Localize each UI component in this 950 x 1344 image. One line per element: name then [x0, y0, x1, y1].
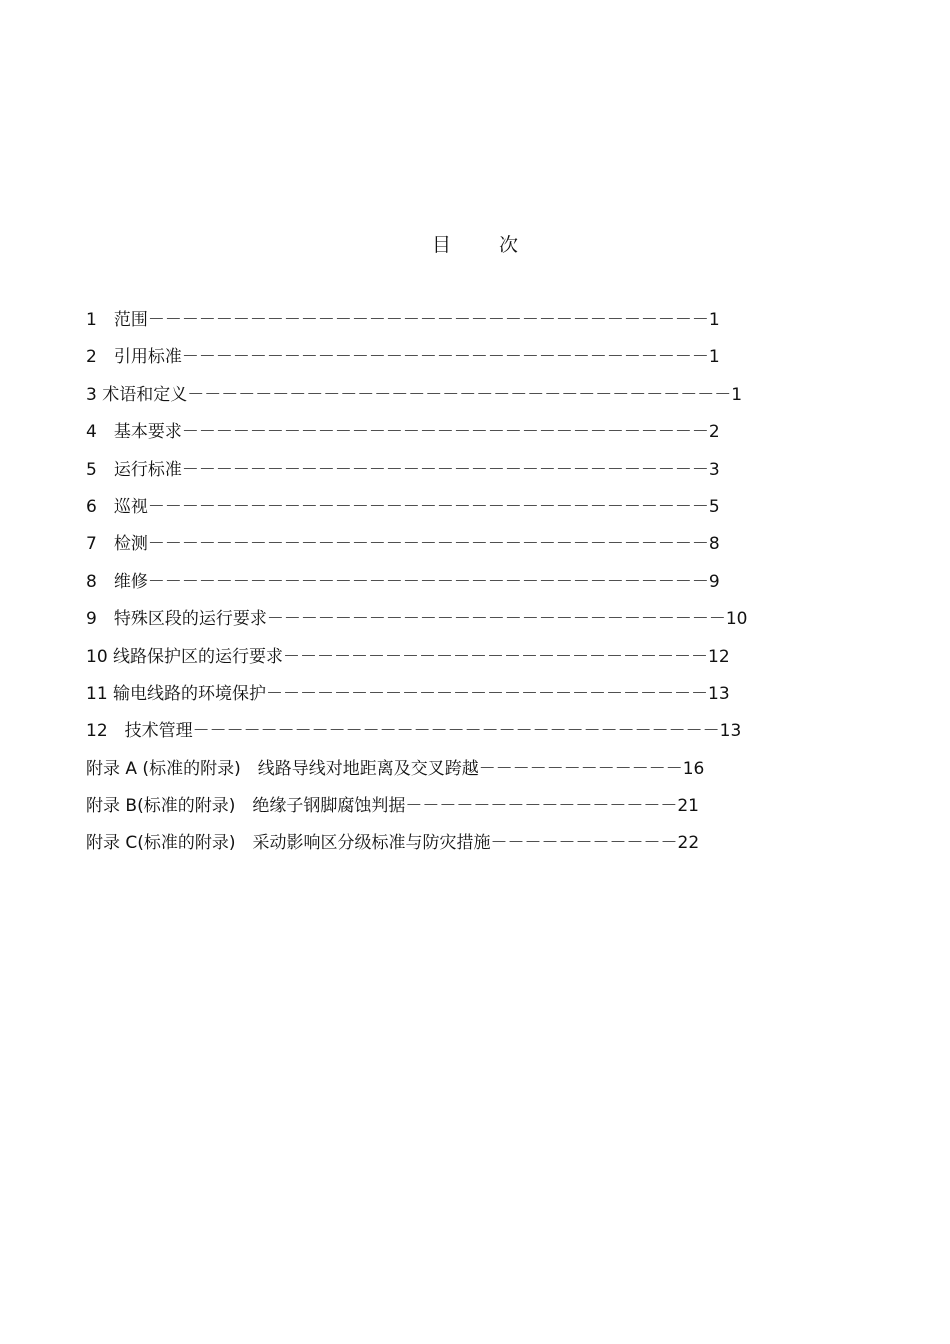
toc-entry-label: 附录 C(标准的附录) 采动影响区分级标准与防灾措施 — [86, 833, 491, 854]
toc-entry-page: 5 — [708, 496, 720, 517]
toc-entry-6[interactable] — [86, 493, 766, 530]
toc-list — [86, 306, 766, 867]
toc-entry-2[interactable] — [86, 343, 766, 380]
toc-entry-page: 1 — [731, 384, 743, 405]
toc-title-char-1: 目 — [431, 234, 451, 256]
toc-entry-4[interactable] — [86, 418, 766, 455]
toc-entry-leader: －－－－－－－－－－－－－－－－ — [405, 796, 678, 817]
toc-entry-leader: －－－－－－－－－－－－－－－－－－－－－－－－－－－－－－－－－ — [147, 571, 709, 592]
toc-entry-label: 附录 B(标准的附录) 绝缘子钢脚腐蚀判据 — [86, 796, 406, 817]
toc-entry-leader: －－－－－－－－－－－－－－－－－－－－－－－－－ — [283, 646, 709, 667]
toc-entry-leader: －－－－－－－－－－－－ — [478, 758, 683, 779]
toc-entry-label: 2 引用标准 — [86, 347, 182, 368]
toc-entry-leader: －－－－－－－－－－－－－－－－－－－－－－－－－－－－－－－－－ — [147, 496, 709, 517]
toc-entry-appendix-b[interactable] — [86, 792, 766, 829]
toc-entry-label: 12 技术管理 — [86, 721, 193, 742]
toc-entry-leader: －－－－－－－－－－－－－－－－－－－－－－－－－－－－－－－ — [181, 459, 709, 480]
toc-entry-leader: －－－－－－－－－－－－－－－－－－－－－－－－－－－－－－－－ — [187, 384, 732, 405]
toc-entry-leader: －－－－－－－－－－－ — [490, 833, 678, 854]
toc-entry-label: 6 巡视 — [86, 496, 148, 517]
toc-entry-10[interactable] — [86, 643, 766, 680]
toc-title — [0, 230, 950, 257]
toc-entry-label: 3 术语和定义 — [86, 384, 188, 405]
toc-entry-page: 21 — [677, 796, 699, 817]
toc-entry-label: 10 线路保护区的运行要求 — [86, 646, 284, 667]
toc-entry-5[interactable] — [86, 456, 766, 493]
toc-entry-appendix-c[interactable] — [86, 829, 766, 866]
toc-entry-page: 3 — [708, 459, 720, 480]
toc-entry-page: 22 — [677, 833, 700, 854]
toc-entry-page: 2 — [708, 422, 720, 443]
toc-entry-label: 附录 A (标准的附录) 线路导线对地距离及交叉跨越 — [86, 758, 479, 779]
toc-entry-page: 13 — [719, 721, 742, 742]
toc-entry-page: 1 — [708, 310, 720, 330]
toc-entry-appendix-a[interactable] — [86, 755, 766, 792]
toc-entry-leader: －－－－－－－－－－－－－－－－－－－－－－－－－－－－－－－ — [181, 422, 709, 443]
toc-entry-page: 8 — [708, 534, 720, 555]
toc-entry-12[interactable] — [86, 717, 766, 754]
toc-entry-leader: －－－－－－－－－－－－－－－－－－－－－－－－－－ — [266, 683, 709, 704]
toc-entry-label: 1 范围 — [86, 310, 148, 330]
toc-entry-3[interactable] — [86, 381, 766, 418]
toc-entry-label: 9 特殊区段的运行要求 — [86, 609, 267, 630]
toc-entry-leader: －－－－－－－－－－－－－－－－－－－－－－－－－－－－－－－－－ — [147, 310, 709, 330]
toc-entry-11[interactable] — [86, 680, 766, 717]
toc-entry-label: 8 维修 — [86, 571, 148, 592]
toc-entry-label: 11 输电线路的环境保护 — [86, 683, 267, 704]
toc-entry-page: 10 — [725, 609, 748, 630]
toc-entry-1[interactable] — [86, 306, 766, 343]
toc-entry-7[interactable] — [86, 530, 766, 567]
toc-entry-label: 5 运行标准 — [86, 459, 182, 480]
toc-entry-page: 12 — [708, 646, 730, 667]
toc-entry-9[interactable] — [86, 605, 766, 642]
toc-entry-leader: －－－－－－－－－－－－－－－－－－－－－－－－－－－－－－－ — [181, 347, 709, 368]
toc-entry-page: 9 — [708, 571, 720, 592]
toc-entry-page: 13 — [708, 683, 730, 704]
toc-entry-label: 4 基本要求 — [86, 422, 182, 443]
toc-entry-page: 16 — [682, 758, 705, 779]
toc-entry-leader: －－－－－－－－－－－－－－－－－－－－－－－－－－－ — [266, 609, 726, 630]
toc-entry-leader: －－－－－－－－－－－－－－－－－－－－－－－－－－－－－－－ — [192, 721, 720, 742]
toc-entry-page: 1 — [708, 347, 720, 368]
toc-entry-label: 7 检测 — [86, 534, 148, 555]
toc-title-char-2: 次 — [499, 234, 519, 256]
toc-entry-leader: －－－－－－－－－－－－－－－－－－－－－－－－－－－－－－－－－ — [147, 534, 709, 555]
toc-entry-8[interactable] — [86, 568, 766, 605]
